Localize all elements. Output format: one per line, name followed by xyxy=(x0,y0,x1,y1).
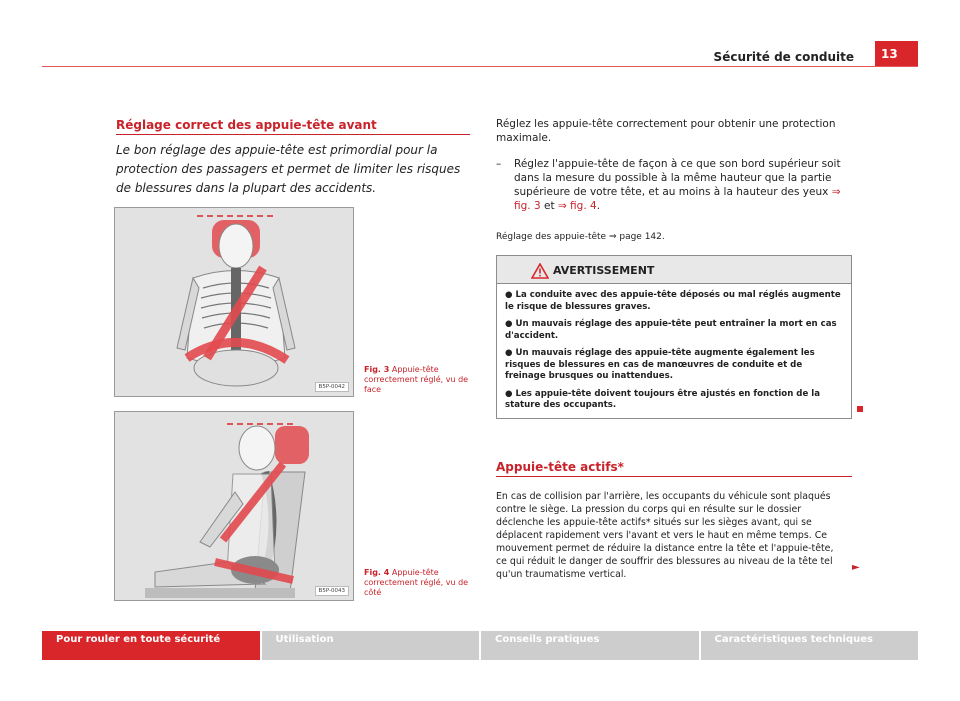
instruction-text: Réglez l'appuie-tête de façon à ce que son bord supérieur soit dans la mesure du possible à la même hauteur que la partie supérieure de votre tête, et au moins à la hauteur des yeux xyxy=(514,158,841,198)
footer-tab-safety[interactable]: Pour rouler en toute sécurité xyxy=(42,631,260,660)
side-view-illustration xyxy=(115,412,354,601)
warning-item: ● La conduite avec des appuie-tête déposés ou mal réglés augmente le risque de blessures graves. xyxy=(505,290,841,312)
right-intro-paragraph: Réglez les appuie-tête correctement pour obtenir une protection maximale. xyxy=(496,118,836,144)
active-headrests-paragraph: En cas de collision par l'arrière, les occupants du véhicule sont plaqués contre le siège. La pression du corps qui en résulte sur le dossier déclenche les appuie-tête actifs* situés sur les sièges avant, qui se déplacent rapidement vers l'avant et vers le haut en même temps. Ce mouvement permet de réduire la distance entre la tête et l'appuie-tête, ce qui réduit le danger de souffrir des blessures au niveau de la tête tel qu'un traumatisme vertical. xyxy=(496,491,834,580)
footer-tab-technical-specs[interactable]: Caractéristiques techniques xyxy=(701,631,919,660)
warning-title: AVERTISSEMENT xyxy=(553,264,655,277)
reference-line: Réglage des appuie-tête ⇒ page 142. xyxy=(496,232,665,242)
front-view-illustration xyxy=(115,208,354,397)
warning-header xyxy=(497,256,851,284)
footer-navigation xyxy=(42,631,918,660)
figure-4-number: Fig. 4 xyxy=(364,568,390,577)
figure-3-caption xyxy=(364,365,472,395)
footer-tab-operation[interactable]: Utilisation xyxy=(262,631,480,660)
warning-box xyxy=(496,255,852,419)
and-word: et xyxy=(543,200,555,212)
figure-4-side-view xyxy=(114,411,354,601)
figure-4-caption-text: Appuie-tête correctement réglé, vu de côté xyxy=(364,568,469,597)
running-header-title: Sécurité de conduite xyxy=(713,50,854,64)
continue-arrow-icon: ► xyxy=(852,562,860,573)
figure-code: B5P-0042 xyxy=(315,382,349,392)
period: . xyxy=(596,200,601,212)
footer-tab-practical-tips[interactable]: Conseils pratiques xyxy=(481,631,699,660)
figure-3-front-view xyxy=(114,207,354,397)
instruction-item xyxy=(514,157,854,213)
warning-item-text: La conduite avec des appuie-tête déposés ou mal réglés augmente le risque de blessures graves. xyxy=(505,290,841,312)
warning-item: ● Un mauvais réglage des appuie-tête peut entraîner la mort en cas d'accident. xyxy=(505,319,837,341)
section-title-active-headrests: Appuie-tête actifs* xyxy=(496,460,624,474)
warning-list xyxy=(505,290,845,418)
warning-item: ● Un mauvais réglage des appuie-tête augmente également les risques de blessures en cas de manœuvres de conduite et de freinage brusques ou inattendues. xyxy=(505,348,815,381)
figure-3-number: Fig. 3 xyxy=(364,365,390,374)
warning-item-text: Un mauvais réglage des appuie-tête peut entraîner la mort en cas d'accident. xyxy=(505,319,837,341)
figure-3-caption-text: Appuie-tête correctement réglé, vu de face xyxy=(364,365,469,394)
page-number-badge: 13 xyxy=(875,41,918,67)
section-divider xyxy=(116,134,470,135)
section-divider xyxy=(496,476,852,477)
warning-item: ● Les appuie-tête doivent toujours être ajustés en fonction de la stature des occupants. xyxy=(505,388,821,410)
warning-item-text: Les appuie-tête doivent toujours être ajustés en fonction de la stature des occupants. xyxy=(505,388,821,410)
figure-4-caption xyxy=(364,568,472,598)
bullet-dash: – xyxy=(496,158,502,170)
fig-3-link[interactable]: ⇒ fig. 3 xyxy=(514,186,841,212)
section-end-marker xyxy=(857,406,863,412)
header-divider xyxy=(42,66,918,67)
section-title-headrest-adjustment: Réglage correct des appuie-tête avant xyxy=(116,118,377,132)
figure-code: B5P-0043 xyxy=(315,586,349,596)
fig-4-link[interactable]: ⇒ fig. 4 xyxy=(557,200,597,212)
warning-item-text: Un mauvais réglage des appuie-tête augmente également les risques de blessures en cas de manœuvres de conduite et de freinage brusques ou inattendues. xyxy=(505,348,815,381)
intro-paragraph: Le bon réglage des appuie-tête est primordial pour la protection des passagers et permet de limiter les risques de blessures dans la plupart des accidents. xyxy=(116,143,461,195)
warning-triangle-icon xyxy=(531,263,549,279)
